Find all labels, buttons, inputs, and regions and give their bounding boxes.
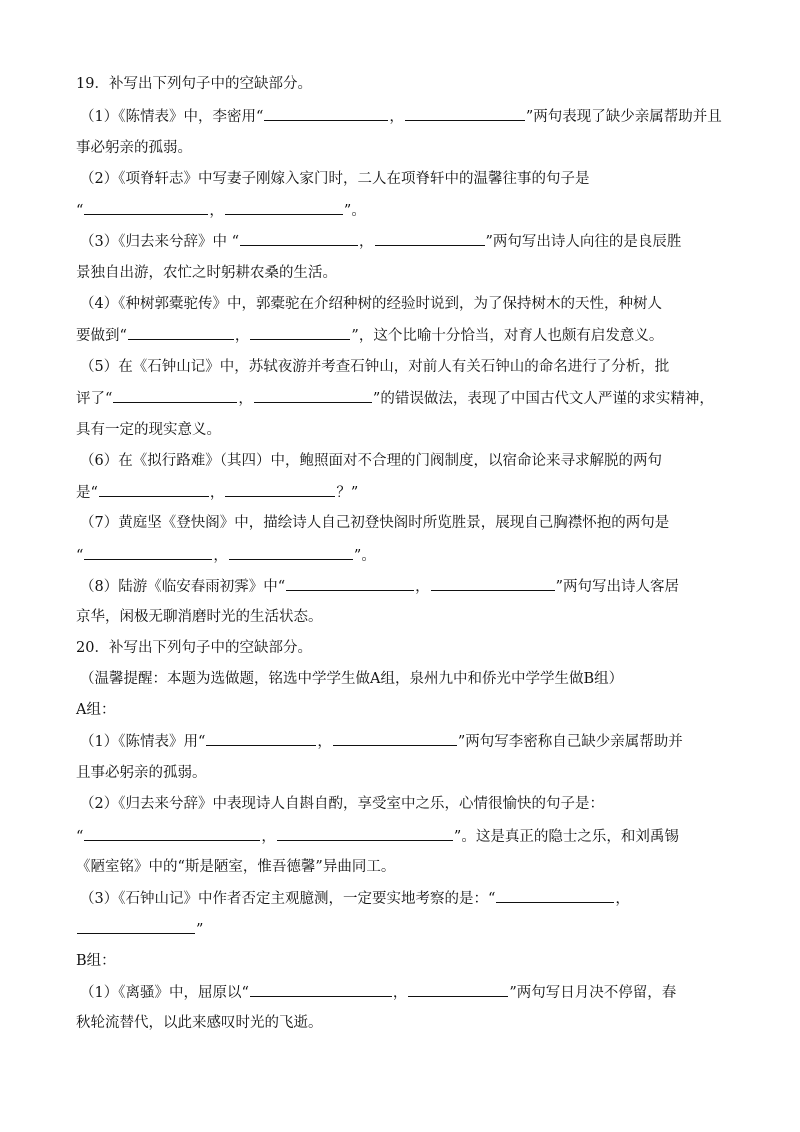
answer-blank[interactable] — [431, 576, 555, 591]
question-19-title: 19．补写出下列句子中的空缺部分。 — [76, 76, 312, 92]
q19-item-3-line-1: （3）《归去来兮辞》中 “ ， ”两句写出诗人向往的是良辰胜 — [80, 231, 681, 251]
q20-a3-line-1: （3）《石钟山记》中作者否定主观臆测，一定要实地考察的是：“ ， — [80, 888, 630, 908]
answer-blank[interactable] — [496, 888, 614, 903]
group-b-label: B组： — [76, 953, 116, 969]
q20-a2-line-1: （2）《归去来兮辞》中表现诗人自斟自酌，享受室中之乐，心情很愉快的句子是： — [80, 796, 604, 812]
q19-item-1-line-2: 事必躬亲的孤弱。 — [76, 140, 192, 156]
q20-a1-line-2: 且事必躬亲的孤弱。 — [76, 765, 207, 781]
q20-a2-line-2: “ ， ”。这是真正的隐士之乐，和刘禹锡 — [76, 826, 679, 846]
q19-item-2-line-2: “ ， ”。 — [76, 200, 366, 220]
answer-blank[interactable] — [250, 982, 392, 997]
answer-blank[interactable] — [84, 545, 212, 560]
q19-item-6-line-2: 是“ ， ？” — [76, 482, 358, 502]
q20-a3-line-2: ” — [76, 919, 203, 939]
answer-blank[interactable] — [77, 919, 195, 934]
answer-blank[interactable] — [225, 482, 335, 497]
q19-item-8-line-2: 京华，闲极无聊消磨时光的生活状态。 — [76, 609, 323, 625]
q19-item-1-line-1: （1）《陈情表》中，李密用“ ， ”两句表现了缺少亲属帮助并且 — [80, 106, 722, 126]
q19-item-5-line-3: 具有一定的现实意义。 — [76, 422, 221, 438]
answer-blank[interactable] — [286, 576, 414, 591]
q19-item-6-line-1: （6）在《拟行路难》（其四）中，鲍照面对不合理的门阀制度，以宿命论来寻求解脱的两句 — [80, 453, 662, 469]
q20-a1-line-1: （1）《陈情表》用“ ， ”两句写李密称自己缺少亲属帮助并 — [80, 731, 683, 751]
answer-blank[interactable] — [333, 731, 457, 746]
answer-blank[interactable] — [375, 231, 485, 246]
answer-blank[interactable] — [99, 482, 209, 497]
answer-blank[interactable] — [408, 982, 508, 997]
answer-blank[interactable] — [405, 106, 525, 121]
question-20-title: 20．补写出下列句子中的空缺部分。 — [76, 640, 312, 656]
question-20-tip: （温馨提醒：本题为选做题，铭选中学学生做A组，泉州九中和侨光中学学生做B组） — [80, 671, 624, 687]
answer-blank[interactable] — [229, 545, 353, 560]
answer-blank[interactable] — [264, 106, 388, 121]
answer-blank[interactable] — [84, 200, 208, 215]
answer-blank[interactable] — [240, 231, 358, 246]
answer-blank[interactable] — [254, 388, 372, 403]
q19-item-2-line-1: （2）《项脊轩志》中写妻子刚嫁入家门时，二人在项脊轩中的温馨往事的句子是 — [80, 171, 590, 187]
answer-blank[interactable] — [113, 388, 237, 403]
answer-blank[interactable] — [206, 731, 316, 746]
q19-item-4-line-1: （4）《种树郭橐驼传》中，郭橐驼在介绍种树的经验时说到，为了保持树木的天性，种树人 — [80, 296, 662, 312]
q19-item-3-line-2: 景独自出游，农忙之时躬耕农桑的生活。 — [76, 265, 337, 281]
q20-a2-line-3: 《陋室铭》中的“斯是陋室，惟吾德馨”异曲同工。 — [76, 859, 396, 875]
q19-item-5-line-2: 评了“ ， ”的错误做法，表现了中国古代文人严谨的求实精神， — [76, 388, 714, 408]
answer-blank[interactable] — [128, 325, 234, 340]
q20-b1-line-1: （1）《离骚》中，屈原以“ ， ”两句写日月决不停留，春 — [80, 982, 676, 1002]
answer-blank[interactable] — [250, 325, 350, 340]
q20-b1-line-2: 秋轮流替代，以此来感叹时光的飞逝。 — [76, 1015, 323, 1031]
q19-item-4-line-2: 要做到“ ， ”，这个比喻十分恰当，对育人也颇有启发意义。 — [76, 325, 663, 345]
q19-item-7-line-1: （7）黄庭坚《登快阁》中，描绘诗人自己初登快阁时所览胜景，展现自己胸襟怀抱的两句是 — [80, 515, 670, 531]
answer-blank[interactable] — [84, 826, 260, 841]
q19-item-5-line-1: （5）在《石钟山记》中，苏轼夜游并考查石钟山，对前人有关石钟山的命名进行了分析，批 — [80, 359, 670, 375]
group-a-label: A组： — [76, 702, 116, 718]
q19-item-7-line-2: “ ， ”。 — [76, 545, 376, 565]
answer-blank[interactable] — [277, 826, 453, 841]
answer-blank[interactable] — [225, 200, 343, 215]
q19-item-8-line-1: （8）陆游《临安春雨初霁》中“ ， ”两句写出诗人客居 — [80, 576, 679, 596]
